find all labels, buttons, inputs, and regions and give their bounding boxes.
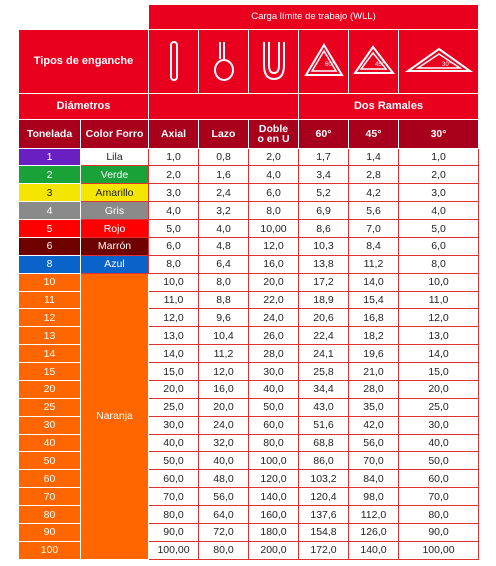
value-45-cell: 42,0 <box>349 416 399 434</box>
value-45-cell: 126,0 <box>349 523 399 541</box>
tonelada-cell: 50 <box>19 452 81 470</box>
wll-title: Carga límite de trabajo (WLL) <box>149 5 479 30</box>
value-lazo-cell: 0,8 <box>199 148 249 166</box>
value-30-cell: 13,0 <box>399 327 479 345</box>
value-axial-cell: 10,0 <box>149 273 199 291</box>
value-axial-cell: 50,0 <box>149 452 199 470</box>
value-60-cell: 25,8 <box>299 363 349 381</box>
value-doble-cell: 6,0 <box>249 184 299 202</box>
color-forro-cell: Verde <box>81 166 149 184</box>
value-axial-cell: 12,0 <box>149 309 199 327</box>
color-forro-cell: Marrón <box>81 237 149 255</box>
header-row-icons <box>19 29 479 93</box>
tonelada-cell: 4 <box>19 202 81 220</box>
value-30-cell: 70,0 <box>399 488 479 506</box>
value-doble-cell: 160,0 <box>249 506 299 524</box>
tonelada-cell: 70 <box>19 488 81 506</box>
value-45-cell: 28,0 <box>349 380 399 398</box>
value-60-cell: 154,8 <box>299 523 349 541</box>
col-60: 60° <box>299 119 349 148</box>
value-30-cell: 11,0 <box>399 291 479 309</box>
table-row <box>19 237 479 255</box>
value-45-cell: 35,0 <box>349 398 399 416</box>
table-body <box>19 5 479 560</box>
value-30-cell: 2,0 <box>399 166 479 184</box>
value-lazo-cell: 8,8 <box>199 291 249 309</box>
triangle-30-icon <box>404 41 474 81</box>
col-doble-line1: Doble <box>258 122 289 135</box>
value-45-cell: 15,4 <box>349 291 399 309</box>
color-forro-cell: Azul <box>81 255 149 273</box>
value-axial-cell: 100,00 <box>149 541 199 559</box>
value-doble-cell: 22,0 <box>249 291 299 309</box>
value-doble-cell: 20,0 <box>249 273 299 291</box>
value-60-cell: 18,9 <box>299 291 349 309</box>
tonelada-cell: 20 <box>19 380 81 398</box>
value-45-cell: 4,2 <box>349 184 399 202</box>
value-45-cell: 14,0 <box>349 273 399 291</box>
value-lazo-cell: 9,6 <box>199 309 249 327</box>
value-45-cell: 18,2 <box>349 327 399 345</box>
lazo-icon-cell <box>199 29 249 93</box>
value-60-cell: 86,0 <box>299 452 349 470</box>
value-axial-cell: 1,0 <box>149 148 199 166</box>
value-lazo-cell: 16,0 <box>199 380 249 398</box>
value-lazo-cell: 80,0 <box>199 541 249 559</box>
value-lazo-cell: 4,0 <box>199 220 249 238</box>
value-45-cell: 8,4 <box>349 237 399 255</box>
col-doble-line2: o en U <box>257 132 290 145</box>
value-doble-cell: 2,0 <box>249 148 299 166</box>
value-lazo-cell: 72,0 <box>199 523 249 541</box>
blank-corner <box>19 5 149 30</box>
col-lazo: Lazo <box>199 119 249 148</box>
tonelada-cell: 5 <box>19 220 81 238</box>
value-axial-cell: 15,0 <box>149 363 199 381</box>
value-lazo-cell: 40,0 <box>199 452 249 470</box>
value-lazo-cell: 2,4 <box>199 184 249 202</box>
value-doble-cell: 8,0 <box>249 202 299 220</box>
value-axial-cell: 70,0 <box>149 488 199 506</box>
value-doble-cell: 30,0 <box>249 363 299 381</box>
value-45-cell: 19,6 <box>349 345 399 363</box>
value-30-cell: 12,0 <box>399 309 479 327</box>
value-60-cell: 5,2 <box>299 184 349 202</box>
value-30-cell: 3,0 <box>399 184 479 202</box>
value-30-cell: 10,0 <box>399 273 479 291</box>
choke-loop-icon <box>208 39 240 83</box>
value-lazo-cell: 4,8 <box>199 237 249 255</box>
value-45-cell: 16,8 <box>349 309 399 327</box>
value-30-cell: 14,0 <box>399 345 479 363</box>
tonelada-cell: 100 <box>19 541 81 559</box>
value-60-cell: 103,2 <box>299 470 349 488</box>
value-60-cell: 24,1 <box>299 345 349 363</box>
value-lazo-cell: 10,4 <box>199 327 249 345</box>
value-lazo-cell: 64,0 <box>199 506 249 524</box>
value-30-cell: 4,0 <box>399 202 479 220</box>
value-lazo-cell: 24,0 <box>199 416 249 434</box>
value-axial-cell: 4,0 <box>149 202 199 220</box>
color-forro-cell: Lila <box>81 148 149 166</box>
value-45-cell: 1,4 <box>349 148 399 166</box>
u-basket-icon <box>258 39 290 83</box>
value-30-cell: 30,0 <box>399 416 479 434</box>
tonelada-cell: 60 <box>19 470 81 488</box>
col-45: 45° <box>349 119 399 148</box>
tonelada-cell: 6 <box>19 237 81 255</box>
angle-60-text: 60° <box>324 62 334 69</box>
col-tonelada: Tonelada <box>19 119 81 148</box>
value-lazo-cell: 56,0 <box>199 488 249 506</box>
value-axial-cell: 90,0 <box>149 523 199 541</box>
color-forro-cell: Amarillo <box>81 184 149 202</box>
table-row <box>19 166 479 184</box>
header-row-top <box>19 5 479 30</box>
value-axial-cell: 3,0 <box>149 184 199 202</box>
value-30-cell: 25,0 <box>399 398 479 416</box>
tonelada-cell: 15 <box>19 363 81 381</box>
value-60-cell: 20,6 <box>299 309 349 327</box>
table-row <box>19 255 479 273</box>
tonelada-cell: 80 <box>19 506 81 524</box>
value-lazo-cell: 12,0 <box>199 363 249 381</box>
value-45-cell: 98,0 <box>349 488 399 506</box>
value-axial-cell: 5,0 <box>149 220 199 238</box>
value-lazo-cell: 8,0 <box>199 273 249 291</box>
value-45-cell: 2,8 <box>349 166 399 184</box>
value-axial-cell: 80,0 <box>149 506 199 524</box>
value-30-cell: 5,0 <box>399 220 479 238</box>
tonelada-cell: 8 <box>19 255 81 273</box>
value-doble-cell: 26,0 <box>249 327 299 345</box>
value-lazo-cell: 1,6 <box>199 166 249 184</box>
angle-60-icon-cell <box>299 29 349 93</box>
value-60-cell: 43,0 <box>299 398 349 416</box>
color-forro-cell: Rojo <box>81 220 149 238</box>
color-forro-cell: Gris <box>81 202 149 220</box>
value-30-cell: 80,0 <box>399 506 479 524</box>
value-60-cell: 3,4 <box>299 166 349 184</box>
value-axial-cell: 60,0 <box>149 470 199 488</box>
value-doble-cell: 100,0 <box>249 452 299 470</box>
value-lazo-cell: 11,2 <box>199 345 249 363</box>
value-axial-cell: 14,0 <box>149 345 199 363</box>
tonelada-cell: 2 <box>19 166 81 184</box>
value-doble-cell: 120,0 <box>249 470 299 488</box>
value-doble-cell: 40,0 <box>249 380 299 398</box>
value-30-cell: 6,0 <box>399 237 479 255</box>
value-45-cell: 140,0 <box>349 541 399 559</box>
value-30-cell: 40,0 <box>399 434 479 452</box>
angle-30-icon-cell <box>399 29 479 93</box>
value-30-cell: 100,00 <box>399 541 479 559</box>
single-group-blank <box>149 93 299 119</box>
tonelada-cell: 14 <box>19 345 81 363</box>
tonelada-cell: 25 <box>19 398 81 416</box>
angle-45-text: 45° <box>374 62 384 69</box>
value-axial-cell: 2,0 <box>149 166 199 184</box>
value-axial-cell: 13,0 <box>149 327 199 345</box>
tonelada-cell: 40 <box>19 434 81 452</box>
value-60-cell: 68,8 <box>299 434 349 452</box>
value-60-cell: 34,4 <box>299 380 349 398</box>
value-60-cell: 8,6 <box>299 220 349 238</box>
value-lazo-cell: 48,0 <box>199 470 249 488</box>
tonelada-cell: 3 <box>19 184 81 202</box>
tipos-de-enganche: Tipos de enganche <box>19 29 149 93</box>
column-header-row <box>19 119 479 148</box>
angle-45-icon-cell <box>349 29 399 93</box>
value-60-cell: 22,4 <box>299 327 349 345</box>
value-doble-cell: 10,00 <box>249 220 299 238</box>
value-doble-cell: 4,0 <box>249 166 299 184</box>
tonelada-cell: 1 <box>19 148 81 166</box>
value-30-cell: 90,0 <box>399 523 479 541</box>
value-30-cell: 1,0 <box>399 148 479 166</box>
value-doble-cell: 12,0 <box>249 237 299 255</box>
value-60-cell: 172,0 <box>299 541 349 559</box>
tonelada-cell: 10 <box>19 273 81 291</box>
axial-icon-cell <box>149 29 199 93</box>
value-doble-cell: 140,0 <box>249 488 299 506</box>
value-axial-cell: 8,0 <box>149 255 199 273</box>
table-row <box>19 273 479 291</box>
value-30-cell: 15,0 <box>399 363 479 381</box>
table-row <box>19 220 479 238</box>
value-doble-cell: 200,0 <box>249 541 299 559</box>
triangle-45-icon <box>351 41 397 81</box>
value-60-cell: 51,6 <box>299 416 349 434</box>
tonelada-cell: 11 <box>19 291 81 309</box>
col-color-forro: Color Forro <box>81 119 149 148</box>
value-doble-cell: 28,0 <box>249 345 299 363</box>
value-axial-cell: 20,0 <box>149 380 199 398</box>
value-60-cell: 17,2 <box>299 273 349 291</box>
value-30-cell: 8,0 <box>399 255 479 273</box>
doble-icon-cell <box>249 29 299 93</box>
dos-ramales-label: Dos Ramales <box>299 93 479 119</box>
value-45-cell: 21,0 <box>349 363 399 381</box>
value-30-cell: 50,0 <box>399 452 479 470</box>
value-60-cell: 120,4 <box>299 488 349 506</box>
value-axial-cell: 6,0 <box>149 237 199 255</box>
value-doble-cell: 80,0 <box>249 434 299 452</box>
value-doble-cell: 50,0 <box>249 398 299 416</box>
value-60-cell: 10,3 <box>299 237 349 255</box>
value-axial-cell: 25,0 <box>149 398 199 416</box>
axial-sling-icon <box>164 39 184 83</box>
table-row <box>19 184 479 202</box>
value-60-cell: 137,6 <box>299 506 349 524</box>
tonelada-cell: 30 <box>19 416 81 434</box>
wll-table <box>18 4 479 560</box>
diametros-label: Diámetros <box>19 93 149 119</box>
value-axial-cell: 30,0 <box>149 416 199 434</box>
value-45-cell: 11,2 <box>349 255 399 273</box>
value-lazo-cell: 20,0 <box>199 398 249 416</box>
value-45-cell: 7,0 <box>349 220 399 238</box>
value-45-cell: 70,0 <box>349 452 399 470</box>
value-30-cell: 20,0 <box>399 380 479 398</box>
value-30-cell: 60,0 <box>399 470 479 488</box>
value-doble-cell: 16,0 <box>249 255 299 273</box>
tonelada-cell: 12 <box>19 309 81 327</box>
value-lazo-cell: 3,2 <box>199 202 249 220</box>
value-60-cell: 13,8 <box>299 255 349 273</box>
value-60-cell: 6,9 <box>299 202 349 220</box>
value-lazo-cell: 6,4 <box>199 255 249 273</box>
header-row-groups <box>19 93 479 119</box>
value-45-cell: 84,0 <box>349 470 399 488</box>
value-doble-cell: 60,0 <box>249 416 299 434</box>
value-lazo-cell: 32,0 <box>199 434 249 452</box>
table-row <box>19 202 479 220</box>
value-45-cell: 5,6 <box>349 202 399 220</box>
col-30: 30° <box>399 119 479 148</box>
tonelada-cell: 90 <box>19 523 81 541</box>
table-row <box>19 148 479 166</box>
value-axial-cell: 40,0 <box>149 434 199 452</box>
angle-30-text: 30° <box>441 62 451 69</box>
value-45-cell: 112,0 <box>349 506 399 524</box>
value-doble-cell: 24,0 <box>249 309 299 327</box>
value-axial-cell: 11,0 <box>149 291 199 309</box>
value-60-cell: 1,7 <box>299 148 349 166</box>
triangle-60-icon <box>302 41 346 81</box>
col-axial: Axial <box>149 119 199 148</box>
naranja-cell: Naranja <box>81 273 149 559</box>
tonelada-cell: 13 <box>19 327 81 345</box>
value-45-cell: 56,0 <box>349 434 399 452</box>
value-doble-cell: 180,0 <box>249 523 299 541</box>
col-doble <box>249 119 299 148</box>
